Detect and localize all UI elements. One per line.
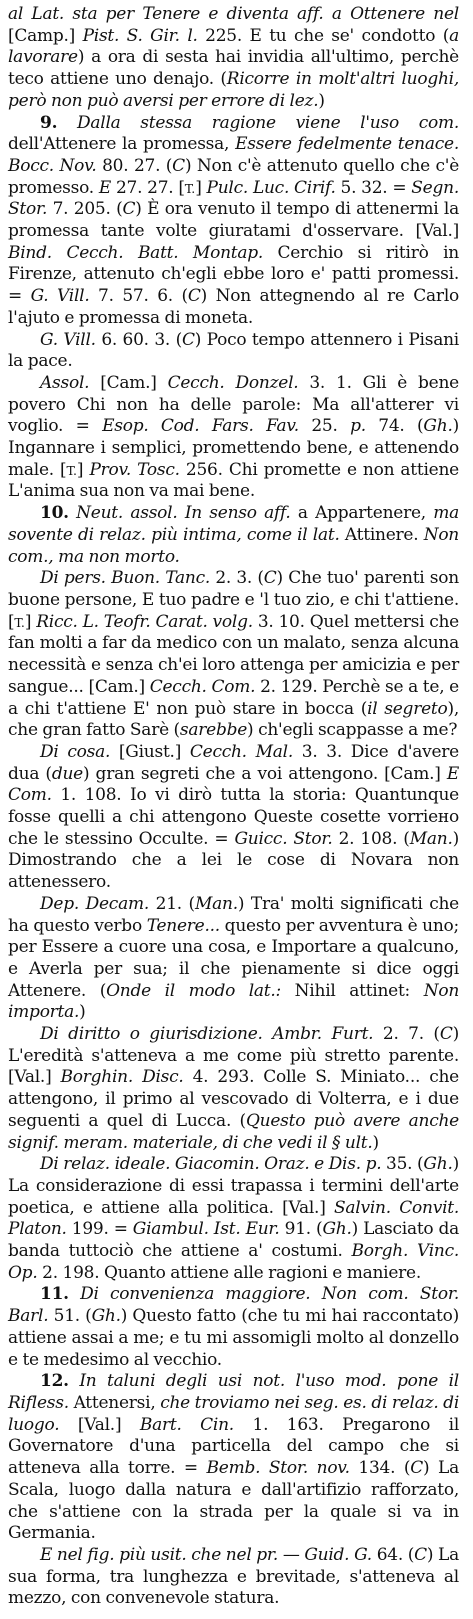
entry-paragraph bbox=[8, 113, 459, 330]
entry-paragraph bbox=[8, 1545, 459, 1610]
text-run: che troviamo nei seg. es. di relaz. di luogo. bbox=[8, 1393, 459, 1435]
text-run: 225. E tu che se' condotto ( bbox=[197, 25, 450, 46]
text-run: C bbox=[263, 568, 277, 589]
text-run: Man. bbox=[194, 893, 238, 914]
entry-paragraph bbox=[8, 503, 459, 568]
text-run: 3. 1. Gli è bene povero Chi non ha delle parole: Ma all'atterer vi voglio. = bbox=[8, 372, 459, 437]
text-run: ) L'eredità s'atteneva a me come più stretto parente. [Val.] bbox=[8, 1024, 459, 1088]
text-run: Onde il modo lat.: bbox=[106, 980, 282, 1001]
text-run: Cecch. Mal. bbox=[189, 741, 293, 762]
entry-paragraph bbox=[8, 1154, 459, 1284]
text-run: Segn. Stor. bbox=[8, 177, 459, 220]
text-run: Di cosa. bbox=[40, 741, 111, 762]
text-run: 2. 3. ( bbox=[210, 568, 264, 589]
text-run: 91. ( bbox=[279, 1219, 323, 1240]
dictionary-entry-body bbox=[8, 4, 459, 1610]
text-run: ) bbox=[318, 90, 325, 111]
text-run: G. Vill. bbox=[40, 329, 96, 350]
text-run: Gh. bbox=[91, 1306, 121, 1327]
text-run: 256. Chi promette e non attiene L'anima sua non va mai bene. bbox=[8, 459, 459, 502]
text-run: ) La Scala, luogo dalla natura e dall'artifizio rafforzato, che s'attiene con la strada per la quale si va in Germania. bbox=[8, 1458, 459, 1544]
text-run: Gh. bbox=[322, 1219, 352, 1240]
text-run: G. Vill. bbox=[30, 286, 90, 307]
text-run: Gh. bbox=[423, 1154, 453, 1175]
text-run: Cecch. Com. bbox=[149, 676, 256, 697]
text-run: dell'Attenere la promessa, bbox=[8, 134, 236, 155]
text-run: 74. ( bbox=[365, 416, 424, 437]
text-run: ] bbox=[24, 611, 37, 632]
text-run: Tenere... bbox=[146, 915, 220, 936]
text-run: Prov. Tosc. bbox=[89, 459, 180, 480]
text-run: 199. = bbox=[66, 1219, 133, 1240]
text-run: Attinere. bbox=[339, 524, 424, 545]
text-run: 3. 3. Dice d'avere dua ( bbox=[8, 741, 459, 784]
text-run: 80. 27. ( bbox=[96, 155, 173, 176]
text-run: Giambul. Ist. Eur. bbox=[132, 1219, 280, 1240]
text-run: E nel fig. più usit. che nel pr. — Guid. G. bbox=[40, 1544, 372, 1565]
text-run: E Com. bbox=[8, 763, 459, 806]
text-run: questo per avventura è uno; per Essere a cuore una cosa, e Importare a qualcuno, e Averla per sua; il che pienamente si dice oggi Attenere. ( bbox=[8, 915, 460, 1001]
text-run: 10. bbox=[40, 503, 69, 524]
text-run: Ricc. L. Teofr. Carat. volg. bbox=[36, 611, 253, 632]
text-run: 64. ( bbox=[371, 1544, 415, 1565]
text-run: Nihil attinet: bbox=[281, 980, 424, 1001]
entry-paragraph bbox=[8, 1284, 459, 1371]
text-run: ) Questo fatto (che tu mi hai raccontato) attiene assai a me; e tu mi assomigli molto al donzello e te medesimo al vecchio. bbox=[8, 1306, 459, 1370]
text-run: C bbox=[122, 199, 136, 220]
text-run: C bbox=[414, 1544, 427, 1565]
text-run: T. bbox=[66, 462, 77, 478]
text-run: Bart. Cin. bbox=[139, 1414, 234, 1435]
text-run: ) Dimostrando che a lei le cose di Novara non attenessero. bbox=[8, 828, 459, 893]
text-run: Borghin. Disc. bbox=[60, 1067, 184, 1088]
text-run: a lavorare bbox=[8, 25, 459, 68]
text-run: 4. 293. Colle S. Miniato... che attengono, il primo al vescovado di Volterra, e i due seguenti a quel di Lucca. ( bbox=[8, 1067, 459, 1131]
text-run: ) Ingannare i semplici, promettendo bene, e attenendo male. [ bbox=[8, 416, 459, 480]
text-run: C bbox=[172, 155, 185, 176]
text-run: Dep. Decam. bbox=[40, 893, 149, 914]
entry-paragraph bbox=[8, 4, 459, 113]
text-run: al Lat. sta per Tenere e diventa aff. a Ottenere nel bbox=[8, 4, 459, 24]
text-run: Guicc. Stor. bbox=[234, 828, 333, 849]
text-run: [Val.] bbox=[59, 1414, 140, 1435]
text-run: Di diritto o giurisdizione. Ambr. Furt. bbox=[40, 1024, 374, 1045]
text-run: 7. 57. 6. ( bbox=[89, 286, 188, 307]
text-run: Attenersi, bbox=[68, 1393, 161, 1413]
text-run: In taluni degli usi not. l'uso mod. pone il Rifless. bbox=[8, 1371, 459, 1413]
text-run: Questo può avere anche signif. meram. materiale, di che vedi il § ult. bbox=[8, 1110, 459, 1153]
text-run: ] bbox=[195, 177, 207, 198]
text-run: ) Tra' molti significati che ha questo verbo bbox=[8, 893, 459, 936]
text-run: 134. ( bbox=[349, 1458, 411, 1479]
text-run: T. bbox=[14, 614, 25, 630]
text-run: sarebbe bbox=[179, 720, 248, 741]
text-run: p. bbox=[350, 416, 366, 437]
text-run: ) La considerazione di essi trapassa i termini dell'arte poetica, e attiene alla politica. [Val.] bbox=[8, 1154, 459, 1218]
text-run: 11. bbox=[40, 1284, 69, 1305]
text-run: Dalla stessa ragione viene l'uso com. bbox=[57, 112, 459, 133]
text-run: C bbox=[439, 1024, 453, 1045]
entry-paragraph bbox=[8, 742, 459, 894]
text-run: ) a ora di sesta hai invidia all'ultimo, perchè teco attiene uno denajo. ( bbox=[8, 47, 459, 90]
text-run: 12. bbox=[40, 1371, 69, 1392]
entry-paragraph bbox=[8, 330, 459, 373]
text-run: Pist. S. Gir. l. bbox=[82, 25, 198, 46]
text-run: Bind. Cecch. Batt. Montap. bbox=[8, 242, 264, 263]
text-run: 25. bbox=[298, 416, 351, 437]
text-run: E bbox=[98, 177, 112, 198]
text-run: ) bbox=[79, 1002, 86, 1023]
text-run: C bbox=[410, 1458, 424, 1479]
text-run: a Appartenere, bbox=[290, 503, 434, 524]
text-run: il segreto bbox=[367, 698, 448, 719]
text-run: Gh. bbox=[423, 416, 453, 437]
text-run: C bbox=[181, 329, 195, 350]
entry-paragraph bbox=[8, 373, 459, 503]
text-run: T. bbox=[184, 180, 196, 196]
text-run: ) Che tuo' parenti son buone persone, E tuo padre e 'l tuo zio, e chi t'attiene. [ bbox=[8, 568, 459, 632]
text-run: Cerchio si ritirò in Firenze, attenuto ch'egli ebbe loro e' patti promessi. = bbox=[8, 242, 459, 307]
text-run: 2. 7. ( bbox=[373, 1024, 440, 1045]
text-run: Di convenienza maggiore. Non com. Stor. Barl. bbox=[8, 1284, 459, 1327]
text-run: 35. ( bbox=[381, 1154, 424, 1175]
text-run: Essere fedelmente tenace. Bocc. Nov. bbox=[8, 134, 459, 176]
text-run: ) gran segreti che a voi attengono. [Cam.] bbox=[82, 763, 447, 784]
text-run: ) Non c'è attenuto quello che c'è promesso. bbox=[8, 155, 459, 198]
text-run: ) Poco tempo attennero i Pisani la pace. bbox=[8, 329, 459, 372]
text-run: 1. 108. Io vi dirò tutta la storia: Quantunque fosse quelli a chi attengono Queste cosette vorriено che le stessino Occulte. = bbox=[8, 785, 459, 849]
text-run: Non importa. bbox=[8, 980, 460, 1023]
text-run: Borgh. Vinc. Op. bbox=[8, 1241, 459, 1283]
text-run: [Cam.] bbox=[89, 372, 168, 393]
entry-paragraph bbox=[8, 568, 459, 742]
text-run: ma sovente di relaz. più intima, come il lat. bbox=[8, 503, 459, 545]
text-run: Neut. assol. In senso aff. bbox=[68, 503, 291, 524]
text-run: Esop. Cod. Fars. Fav. bbox=[102, 416, 299, 437]
text-run: Salvin. Convit. Platon. bbox=[8, 1197, 460, 1240]
text-run: Man. bbox=[409, 828, 453, 849]
text-run: Pulc. Luc. Cirif. bbox=[206, 177, 336, 198]
text-run: ) Lasciato da banda tuttociò che attiene a' costumi. bbox=[8, 1219, 459, 1262]
entry-paragraph bbox=[8, 1024, 459, 1154]
text-run: 3. 10. Quel mettersi che fan molti a far da medico con un malato, senza alcuna necessità e senza ch'ei loro attenga per amicizia e per sangue... [Cam.] bbox=[8, 611, 459, 697]
text-run: [Giust.] bbox=[110, 741, 190, 762]
text-run: 2. 198. Quanto attiene alle ragioni e maniere. bbox=[37, 1262, 422, 1283]
text-run: ) bbox=[372, 1132, 379, 1153]
text-run: 2. 108. ( bbox=[332, 828, 410, 849]
text-run: 51. ( bbox=[48, 1306, 92, 1327]
text-run: ] bbox=[76, 459, 90, 480]
text-run: due bbox=[51, 763, 83, 784]
entry-paragraph bbox=[8, 894, 459, 1024]
text-run: Cecch. Donzel. bbox=[167, 372, 299, 393]
text-run: Di relaz. ideale. Giacomin. Oraz. e Dis. p. bbox=[40, 1154, 382, 1175]
text-run: ) La sua forma, tra lunghezza e brevitade, s'atteneva al mezzo, con convenevole statura. bbox=[8, 1544, 459, 1609]
text-run: [Camp.] bbox=[8, 25, 83, 46]
text-run: ) Non attegnendo al re Carlo l'ajuto e promessa di moneta. bbox=[8, 286, 459, 328]
text-run: ), che gran fatto Sarè ( bbox=[8, 698, 459, 741]
text-run: ) ch'egli scappasse a me? bbox=[247, 720, 458, 741]
text-run: Ricorre in molt'altri luoghi, però non può aversi per errore di lez. bbox=[8, 69, 459, 111]
text-run: 1. 163. Pregarono il Governatore d'una particella del campo che si atteneva alla torre. = bbox=[8, 1414, 460, 1479]
text-run: 21. ( bbox=[149, 893, 195, 914]
text-run: 5. 32. = bbox=[335, 177, 412, 198]
text-run: 9. bbox=[40, 112, 58, 133]
text-run: 27. 27. [ bbox=[111, 177, 185, 198]
text-run: 6. 60. 3. ( bbox=[95, 329, 182, 350]
text-run: Non com., ma non morto. bbox=[8, 524, 459, 567]
entry-paragraph bbox=[8, 1371, 459, 1545]
text-run: Di pers. Buon. Tanc. bbox=[40, 568, 211, 589]
text-run: ) È ora venuto il tempo di attenermi la promessa tante volte giuratami d'osservare. [Val.] bbox=[8, 199, 459, 242]
text-run: 2. 129. Perchè se a te, e a chi t'attiene E' non può stare in bocca ( bbox=[8, 676, 459, 719]
text-run: 7. 205. ( bbox=[47, 199, 123, 220]
text-run: Bemb. Stor. nov. bbox=[206, 1458, 350, 1479]
text-run: C bbox=[187, 286, 201, 307]
text-run: Assol. bbox=[40, 372, 90, 393]
